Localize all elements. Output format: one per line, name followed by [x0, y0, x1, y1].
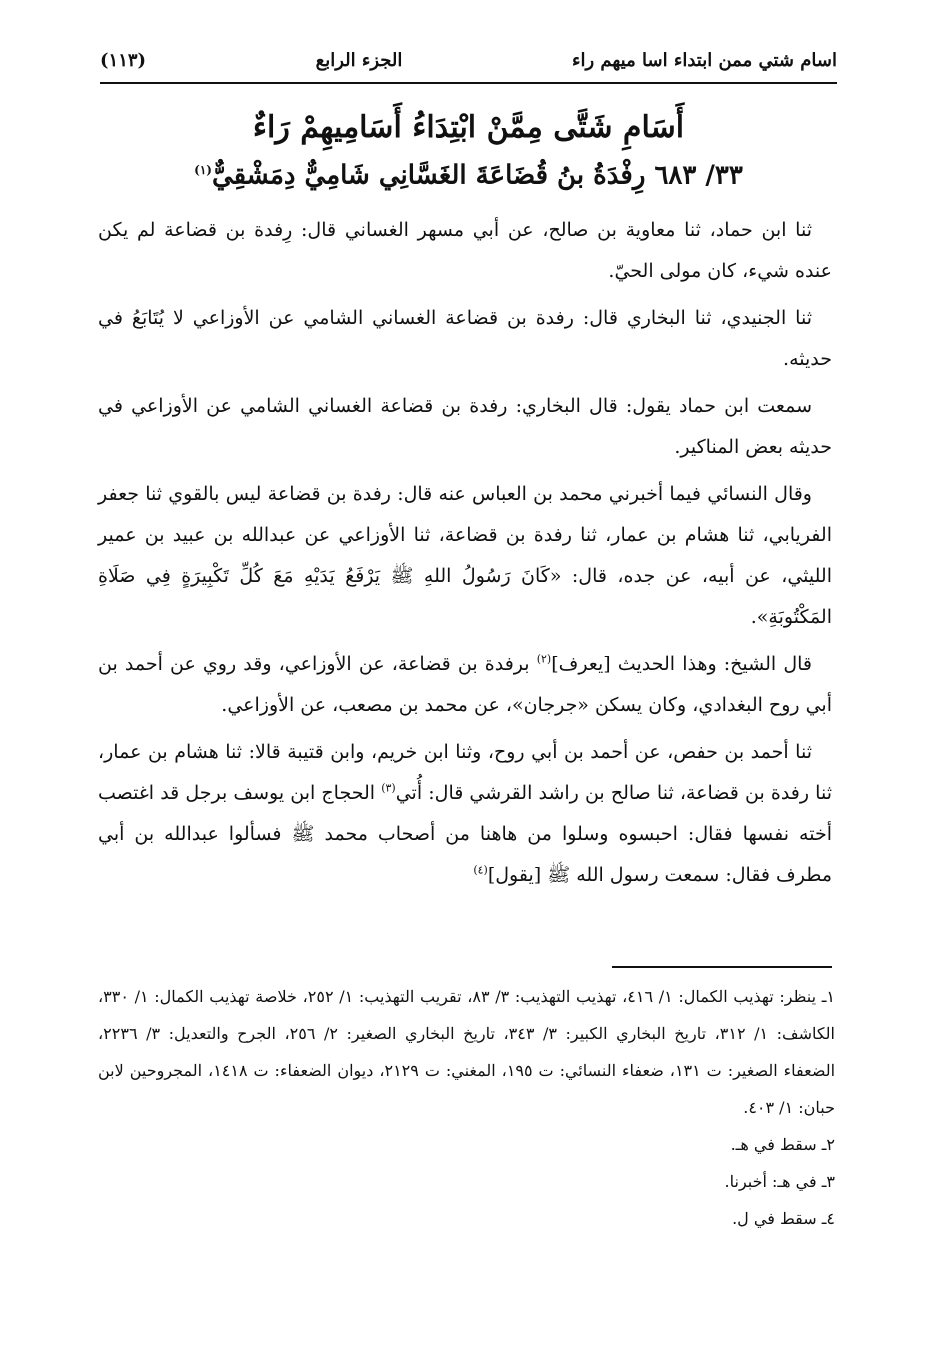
footnote-divider: [612, 966, 832, 968]
paragraph: سمعت ابن حماد يقول: قال البخاري: رفدة بن قضاعة الغساني الشامي عن الأوزاعي في حديثه بعض المناكير.: [98, 395, 832, 458]
paragraph-text: قال الشيخ: وهذا الحديث [يعرف]: [551, 653, 812, 675]
running-header: [100, 38, 837, 84]
footnote-ref: (١): [194, 163, 212, 177]
paragraph-text: ثنا أحمد بن حفص، عن أحمد بن أبي روح، وثنا ابن خريم، وابن قتيبة قالا: ثنا هشام بن عمار، ثنا رفدة بن قضاعة، ثنا صالح بن راشد القرشي قال: أُتي: [98, 741, 832, 804]
footnote: ٢ـ سقط في هـ.: [730, 1135, 835, 1154]
paragraph: ثنا ابن حماد، ثنا معاوية بن صالح، عن أبي مسهر الغساني قال: رِفدة بن قضاعة لم يكن عنده شيء، كان مولى الحيّ.: [98, 219, 832, 282]
footnote: ٣ـ في هـ: أخبرنا.: [724, 1172, 835, 1191]
paragraph: وقال النسائي فيما أخبرني محمد بن العباس عنه قال: رفدة بن قضاعة ليس بالقوي ثنا جعفر الفريابي، ثنا هشام بن عمار، ثنا رفدة بن قضاعة، ثنا الأوزاعي عن عبدالله بن عبيد بن عمير الليثي، عن أبيه، عن جده، قال: «كَانَ رَسُولُ اللهِ ﷺ يَرْفَعُ يَدَيْهِ مَعَ كُلِّ تَكْبِيرَةٍ فِي صَلَاةِ المَكْتُوبَةِ».: [98, 483, 832, 628]
footnote-ref: (٤): [473, 863, 488, 877]
running-title: اسام شتي ممن ابتداء اسا ميهم راء: [571, 49, 837, 71]
part-label: الجزء الرابع: [315, 49, 403, 71]
footnote: ١ـ ينظر: تهذيب الكمال: ١/ ٤١٦، تهذيب التهذيب: ٣/ ٨٣، تقريب التهذيب: ١/ ٢٥٢، خلاصة تهذيب الكمال: ١/ ٣٣٠، الكاشف: ١/ ٣١٢، تاريخ البخاري الكبير: ٣/ ٣٤٣، تاريخ البخاري الصغير: ٢/ ٢٥٦، الجرح والتعديل: ٣/ ٢٢٣٦، الضعفاء الصغير: ت ١٣١، ضعفاء النسائي: ت ١٩٥، المغني: ت ٢١٢٩، ديوان الضعفاء: ت ١٤١٨، المجروحين لابن حبان: ١/ ٤٠٣.: [98, 987, 836, 1117]
footnote-ref: (٢): [536, 652, 552, 666]
paragraph-text: الحجاج ابن يوسف برجل قد اغتصب أخته نفسها فقال: احبسوه وسلوا من هاهنا من أصحاب محمد ﷺ فسألوا عبدالله بن أبي مطرف فقال: سمعت رسول الله ﷺ [يقول]: [98, 782, 832, 886]
page-number: (١١٣): [100, 49, 147, 71]
paragraph: [98, 644, 832, 726]
paragraph-text: برفدة بن قضاعة، عن الأوزاعي، وقد روي عن أحمد بن أبي روح البغدادي، وكان يسكن «جرجان»، عن محمد بن مصعب، عن الأوزاعي.: [98, 653, 832, 716]
entry-number: ٣٣/ ٦٨٣: [654, 160, 743, 191]
entry-title: [100, 152, 837, 194]
main-text: [98, 210, 832, 902]
paragraph: [98, 732, 832, 896]
section-heading: أَسَامِ شَتَّى مِمَّنْ ابْتِدَاءُ أَسَامِيهِمْ رَاءٌ: [252, 110, 685, 145]
footnotes: [98, 978, 835, 1237]
footnote-ref: (٣): [381, 781, 396, 795]
paragraph: ثنا الجنيدي، ثنا البخاري قال: رفدة بن قضاعة الغساني الشامي عن الأوزاعي لا يُتَابَعُ في حديثه.: [98, 307, 832, 370]
footnote: ٤ـ سقط في ل.: [732, 1209, 835, 1228]
entry-name: رِفْدَةُ بنُ قُضَاعَةَ الغَسَّانِي شَامِيٌّ دِمَشْقِيٌّ: [211, 160, 646, 191]
